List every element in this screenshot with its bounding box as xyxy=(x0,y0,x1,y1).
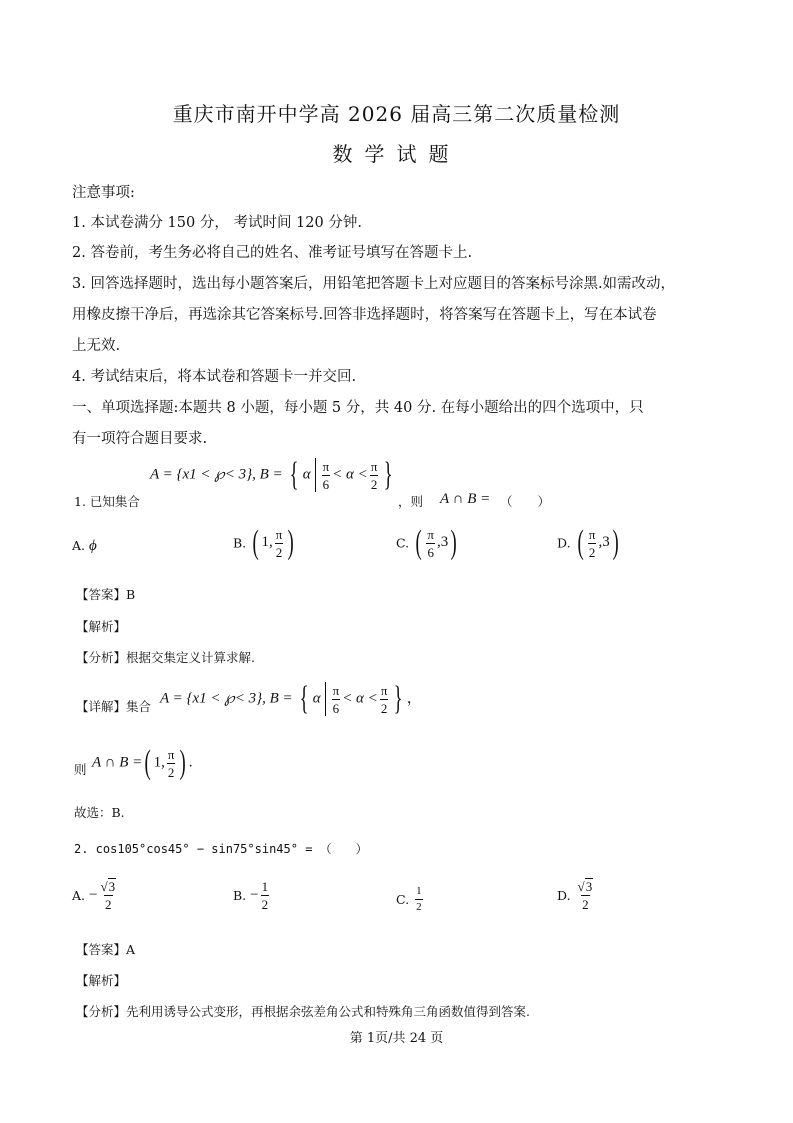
q1-fenxi: 【分析】根据交集定义计算求解. xyxy=(76,650,255,665)
section-1-line-2: 有一项符合题目要求. xyxy=(72,431,208,447)
q1-answer: 【答案】B xyxy=(76,587,136,602)
section-1-line-1: 一、单项选择题:本题共 8 小题，每小题 5 分，共 40 分. 在每小题给出的四个选项中，只 xyxy=(72,400,644,416)
notice-item-3-line-3: 上无效. xyxy=(72,338,121,354)
exam-title: 重庆市南开中学高 2026 届高三第二次质量检测 xyxy=(172,102,621,126)
q2-stem: 2. cos105°cos45° − sin75°sin45° = （ ） xyxy=(74,842,368,856)
page-number: 第 1页/共 24 页 xyxy=(349,1031,444,1046)
q1-then: ，则 xyxy=(398,494,424,509)
q2-answer: 【答案】A xyxy=(76,942,136,957)
q2-option-d: D. $\frac{√3}{2}$ xyxy=(557,879,593,912)
q1-option-c: C. ( $\frac{\pi}{6}$ ,3) xyxy=(396,524,458,561)
q1-then-label: 则 xyxy=(74,762,87,777)
q2-option-b: B. − $\frac{1}{2}$ xyxy=(233,879,269,912)
q1-cap: A ∩ B = xyxy=(440,491,491,507)
notice-item-4: 4. 考试结束后，将本试卷和答题卡一并交回. xyxy=(72,369,357,385)
notice-heading: 注意事项: xyxy=(72,185,135,201)
notice-item-1: 1. 本试卷满分 150 分， 考试时间 120 分钟. xyxy=(72,215,362,231)
notice-item-3-line-1: 3. 回答选择题时，选出每小题答案后，用铅笔把答题卡上对应题目的答案标号涂黑.如需改动， xyxy=(72,276,676,292)
q2-fenxi: 【分析】先利用诱导公式变形，再根据余弦差角公式和特殊角三角函数值得到答案. xyxy=(76,1004,530,1019)
q2-option-c: C. $\frac{1}{2}$ xyxy=(396,885,422,913)
q1-set-a: A = {x1 < ℘< 3}, B = xyxy=(150,466,283,483)
q1-analysis: 【解析】 xyxy=(76,619,127,634)
notice-item-2: 2. 答卷前，考生务必将自己的姓名、准考证号填写在答题卡上. xyxy=(72,245,473,261)
q2-analysis: 【解析】 xyxy=(76,973,127,988)
q1-conclusion: 故选：B. xyxy=(74,805,125,820)
q1-sets: A = {x1 < ℘< 3}, B = { α $\frac{\pi}{6}$ < α < $\frac{\pi}{2}$ } xyxy=(150,456,394,493)
q1-option-d: D. ( $\frac{\pi}{2}$ ,3) xyxy=(557,524,619,561)
exam-subtitle: 数学试题 xyxy=(332,142,461,166)
q1-prefix: 1. 已知集合 xyxy=(74,494,140,509)
notice-item-3-line-2: 用橡皮擦干净后，再选涂其它答案标号.回答非选择题时，将答案写在答题卡上，写在本试卷 xyxy=(72,307,657,323)
q1-paren: （ ） xyxy=(500,494,551,509)
q2-option-a: A. − $\frac{√3}{2}$ xyxy=(72,879,116,912)
q1-detail-sets: A = {x1 < ℘< 3}, B = { α $\frac{\pi}{6}$ < α < $\frac{\pi}{2}$ } ， xyxy=(160,680,422,717)
q1-option-b: B. ( 1, $\frac{\pi}{2}$ ) xyxy=(233,524,295,561)
q1-detail-prefix: 【详解】集合 xyxy=(76,699,152,714)
q1-result: A ∩ B =( 1, $\frac{\pi}{2}$ ) . xyxy=(92,744,193,781)
q1-option-a: A. ϕ xyxy=(72,538,97,554)
